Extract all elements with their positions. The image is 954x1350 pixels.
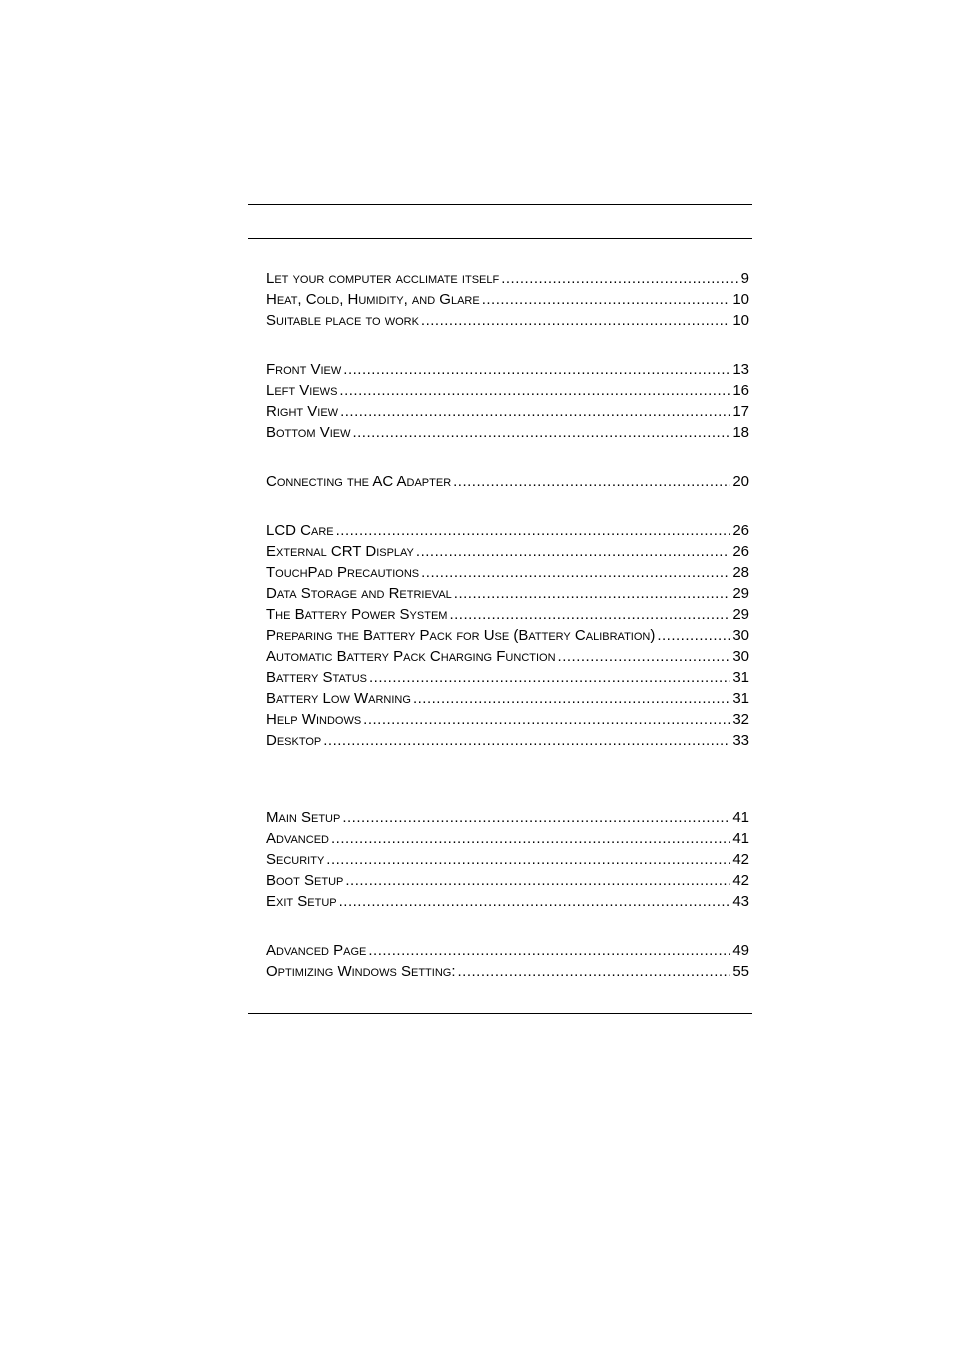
toc-entry[interactable] bbox=[266, 541, 749, 562]
toc-entry-title: LCD Care bbox=[266, 522, 334, 539]
toc-entry[interactable] bbox=[266, 604, 749, 625]
toc-entry-page: 17 bbox=[732, 403, 749, 420]
toc-entry[interactable] bbox=[266, 310, 749, 331]
toc-entry-page: 30 bbox=[732, 627, 749, 644]
toc-entry-page: 16 bbox=[732, 382, 749, 399]
toc-entry-page: 55 bbox=[732, 963, 749, 980]
dot-leader bbox=[558, 646, 731, 667]
toc-entry-title: Heat, Cold, Humidity, and Glare bbox=[266, 291, 480, 308]
toc-entry-page: 31 bbox=[732, 669, 749, 686]
toc-entry[interactable] bbox=[266, 961, 749, 982]
toc-entry[interactable] bbox=[266, 870, 749, 891]
toc-entry-page: 29 bbox=[732, 585, 749, 602]
toc-entry-title: Security bbox=[266, 851, 325, 868]
toc-entry-page: 41 bbox=[732, 830, 749, 847]
toc-entry-title: Battery Low Warning bbox=[266, 690, 411, 707]
dot-leader bbox=[352, 422, 730, 443]
toc-entry-page: 28 bbox=[732, 564, 749, 581]
toc-entry[interactable] bbox=[266, 730, 749, 751]
toc-entry[interactable] bbox=[266, 828, 749, 849]
dot-leader bbox=[368, 940, 730, 961]
dot-leader bbox=[501, 268, 738, 289]
toc-entry[interactable] bbox=[266, 471, 749, 492]
toc-entry-page: 42 bbox=[732, 872, 749, 889]
dot-leader bbox=[454, 583, 731, 604]
toc-group bbox=[266, 520, 749, 751]
toc-entry-page: 43 bbox=[732, 893, 749, 910]
toc-entry[interactable] bbox=[266, 380, 749, 401]
dot-leader bbox=[421, 562, 730, 583]
top-rule bbox=[248, 204, 752, 205]
toc-group bbox=[266, 807, 749, 912]
bottom-rule bbox=[248, 1013, 752, 1014]
toc-entry-page: 26 bbox=[732, 522, 749, 539]
toc-entry-page: 20 bbox=[732, 473, 749, 490]
toc-entry-title: Boot Setup bbox=[266, 872, 344, 889]
dot-leader bbox=[413, 688, 730, 709]
dot-leader bbox=[323, 730, 730, 751]
toc-entry-page: 49 bbox=[732, 942, 749, 959]
toc-entry-title: External CRT Display bbox=[266, 543, 414, 560]
toc-group bbox=[266, 940, 749, 982]
toc-entry[interactable] bbox=[266, 562, 749, 583]
dot-leader bbox=[482, 289, 731, 310]
toc-entry[interactable] bbox=[266, 807, 749, 828]
toc-entry-page: 30 bbox=[732, 648, 749, 665]
dot-leader bbox=[416, 541, 730, 562]
toc-entry-title: Help Windows bbox=[266, 711, 362, 728]
toc-entry-page: 31 bbox=[732, 690, 749, 707]
dot-leader bbox=[363, 709, 730, 730]
dot-leader bbox=[345, 870, 730, 891]
toc-entry-title: Automatic Battery Pack Charging Function bbox=[266, 648, 556, 665]
toc-entry-title: Right View bbox=[266, 403, 339, 420]
toc-entry-page: 9 bbox=[740, 270, 749, 287]
toc-entry[interactable] bbox=[266, 401, 749, 422]
toc-entry-title: Desktop bbox=[266, 732, 322, 749]
toc-entry[interactable] bbox=[266, 268, 749, 289]
dot-leader bbox=[326, 849, 730, 870]
toc-entry-title: Data Storage and Retrieval bbox=[266, 585, 452, 602]
toc-entry-title: The Battery Power System bbox=[266, 606, 448, 623]
dot-leader bbox=[336, 520, 731, 541]
toc-entry-title: Exit Setup bbox=[266, 893, 337, 910]
toc-entry[interactable] bbox=[266, 646, 749, 667]
toc-entry-page: 29 bbox=[732, 606, 749, 623]
dot-leader bbox=[449, 604, 730, 625]
toc-group bbox=[266, 471, 749, 492]
toc-entry[interactable] bbox=[266, 709, 749, 730]
dot-leader bbox=[340, 401, 730, 422]
toc-entry-page: 18 bbox=[732, 424, 749, 441]
toc-entry-page: 32 bbox=[732, 711, 749, 728]
dot-leader bbox=[369, 667, 730, 688]
toc-group bbox=[266, 359, 749, 443]
toc-entry[interactable] bbox=[266, 422, 749, 443]
dot-leader bbox=[342, 807, 730, 828]
toc-entry-title: Front View bbox=[266, 361, 342, 378]
toc-entry-title: Main Setup bbox=[266, 809, 341, 826]
toc-entry[interactable] bbox=[266, 667, 749, 688]
toc-entry-page: 42 bbox=[732, 851, 749, 868]
toc-entry[interactable] bbox=[266, 940, 749, 961]
toc-entry-page: 41 bbox=[732, 809, 749, 826]
toc-entry[interactable] bbox=[266, 520, 749, 541]
header-rule bbox=[248, 238, 752, 239]
toc-entry-title: Optimizing Windows Setting: bbox=[266, 963, 456, 980]
toc-entry-title: Connecting the AC Adapter bbox=[266, 473, 452, 490]
toc-group bbox=[266, 268, 749, 331]
toc-entry-title: Bottom View bbox=[266, 424, 351, 441]
toc-entry-page: 10 bbox=[732, 312, 749, 329]
toc-entry-title: Advanced bbox=[266, 830, 329, 847]
toc-entry-page: 10 bbox=[732, 291, 749, 308]
toc-entry-title: Preparing the Battery Pack for Use (Battery Calibration) bbox=[266, 627, 656, 644]
toc-entry-title: TouchPad Precautions bbox=[266, 564, 420, 581]
toc-entry-page: 13 bbox=[732, 361, 749, 378]
dot-leader bbox=[453, 471, 730, 492]
toc-entry-title: Suitable place to work bbox=[266, 312, 419, 329]
dot-leader bbox=[339, 891, 731, 912]
dot-leader bbox=[339, 380, 730, 401]
dot-leader bbox=[421, 310, 730, 331]
toc-entry[interactable] bbox=[266, 688, 749, 709]
dot-leader bbox=[331, 828, 730, 849]
toc-entry-title: Advanced Page bbox=[266, 942, 367, 959]
dot-leader bbox=[657, 625, 730, 646]
toc-entry[interactable] bbox=[266, 849, 749, 870]
toc-entry[interactable] bbox=[266, 583, 749, 604]
toc-entry[interactable] bbox=[266, 359, 749, 380]
dot-leader bbox=[343, 359, 730, 380]
toc-entry[interactable] bbox=[266, 625, 749, 646]
toc-entry[interactable] bbox=[266, 289, 749, 310]
toc-entry-page: 33 bbox=[732, 732, 749, 749]
toc-entry-title: Battery Status bbox=[266, 669, 367, 686]
toc-entry-title: Let your computer acclimate itself bbox=[266, 270, 500, 287]
toc-entry-page: 26 bbox=[732, 543, 749, 560]
dot-leader bbox=[458, 961, 731, 982]
toc-entry[interactable] bbox=[266, 891, 749, 912]
toc-entry-title: Left Views bbox=[266, 382, 338, 399]
